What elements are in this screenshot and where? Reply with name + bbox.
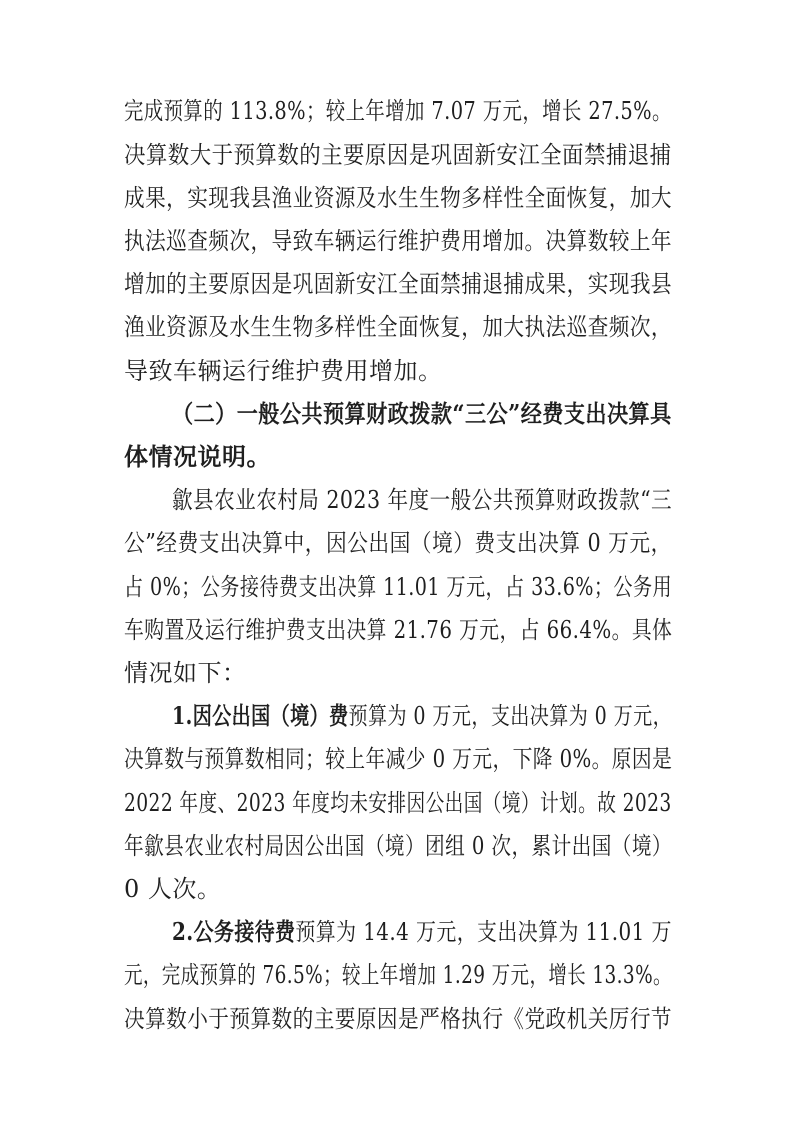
text-run: 预算为 0 万元，支出决算为 0 万元，	[348, 702, 673, 730]
text-line: 渔业资源及水生生物多样性全面恢复，加大执法巡查频次，	[124, 313, 673, 341]
text-line: 元，完成预算的 76.5%；较上年增加 1.29 万元，增长 13.3%。	[124, 961, 672, 989]
item-heading: 2.公务接待费	[172, 917, 296, 946]
text-line: 占 0%；公务接待费支出决算 11.01 万元，占 33.6%；公务用	[124, 573, 673, 601]
text-line: 车购置及运行维护费支出决算 21.76 万元，占 66.4%。具体	[124, 616, 673, 644]
text-line: 2022 年度、2023 年度均未安排因公出国（境）计划。故 2023	[124, 789, 672, 817]
section-heading: 体情况说明。	[124, 442, 271, 471]
item-heading: 1.因公出国（境）费	[172, 701, 349, 730]
text-line: 0 人次。	[124, 875, 222, 903]
text-line: 成果，实现我县渔业资源及水生生物多样性全面恢复，加大	[124, 184, 673, 212]
text-run: 预算为 14.4 万元，支出决算为 11.01 万	[295, 918, 672, 946]
text-line: 年歙县农业农村局因公出国（境）团组 0 次，累计出国（境）	[124, 832, 673, 860]
text-line: 决算数与预算数相同；较上年减少 0 万元，下降 0%。原因是	[124, 745, 673, 773]
text-line: 公”经费支出决算中，因公出国（境）费支出决算 0 万元，	[124, 529, 672, 557]
text-line: 完成预算的 113.8%；较上年增加 7.07 万元，增长 27.5%。	[124, 97, 672, 125]
text-line: 导致车辆运行维护费用增加。	[124, 357, 443, 385]
text-line	[172, 701, 672, 731]
section-heading: （二）一般公共预算财政拨款“三公”经费支出决算具	[172, 399, 672, 428]
text-line: 情况如下：	[124, 659, 247, 687]
text-line: 歙县农业农村局 2023 年度一般公共预算财政拨款“三	[172, 486, 673, 514]
text-line	[172, 917, 672, 947]
text-line: 执法巡查频次，导致车辆运行维护费用增加。决算数较上年	[124, 227, 673, 255]
text-line: 增加的主要原因是巩固新安江全面禁捕退捕成果，实现我县	[124, 270, 673, 298]
text-line: 决算数大于预算数的主要原因是巩固新安江全面禁捕退捕	[124, 141, 672, 169]
text-line: 决算数小于预算数的主要原因是严格执行《党政机关厉行节	[124, 1005, 673, 1033]
